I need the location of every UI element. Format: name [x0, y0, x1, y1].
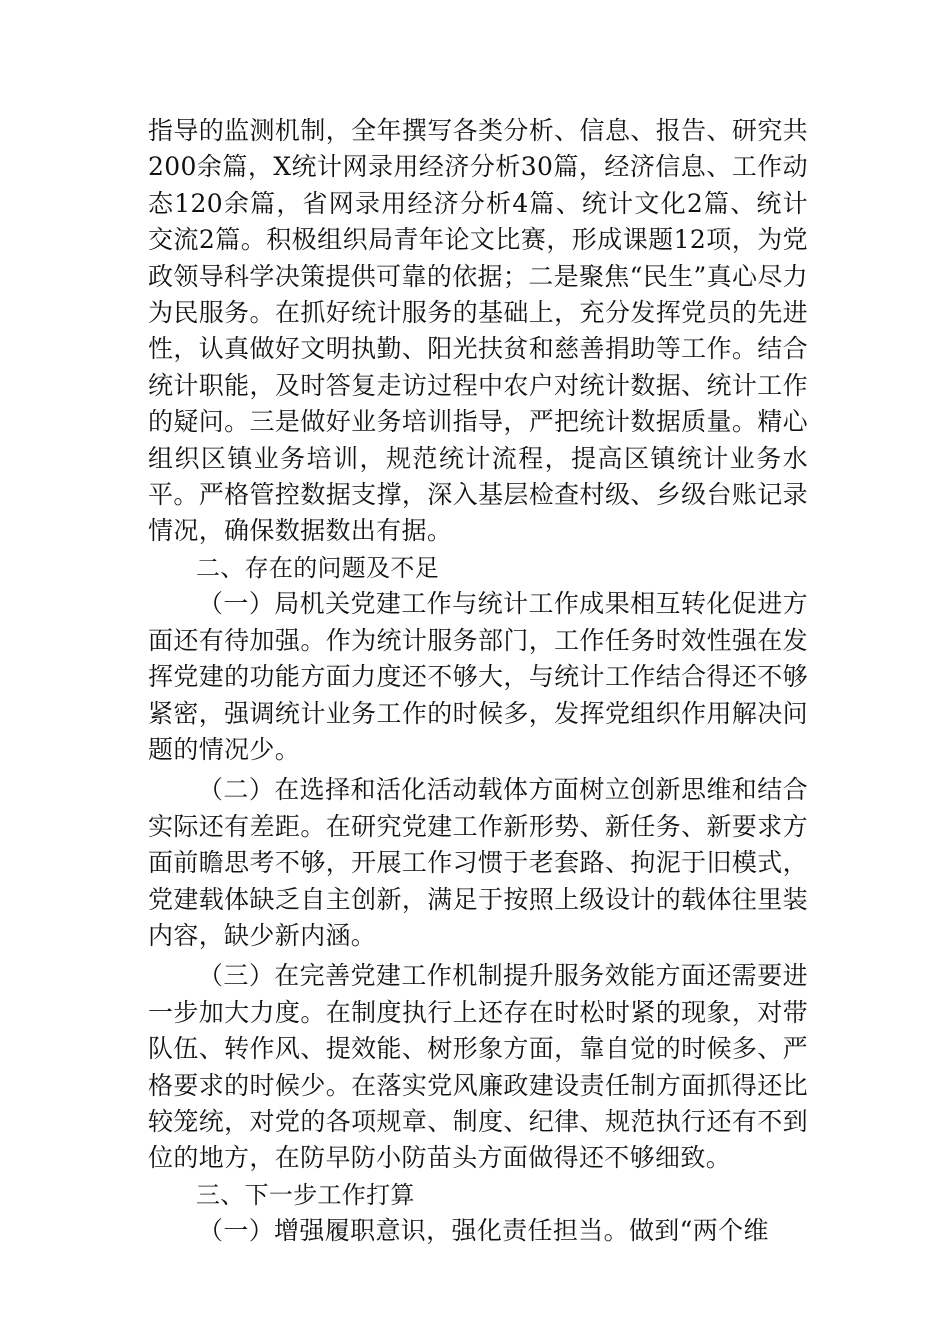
body-paragraph: （一）局机关党建工作与统计工作成果相互转化促进方面还有待加强。作为统计服务部门，工作任务时效性强在发挥党建的功能方面力度还不够大，与统计工作结合得还不够紧密，强调统计业务工作的时候多，发挥党组织作用解决问题的情况少。 — [148, 589, 808, 764]
body-paragraph: （一）增强履职意识，强化责任担当。做到“两个维 — [198, 1216, 769, 1246]
body-paragraph: （三）在完善党建工作机制提升服务效能方面还需要进一步加大力度。在制度执行上还存在时松时紧的现象，对带队伍、转作风、提效能、树形象方面，靠自觉的时候多、严格要求的时候少。在落实党风廉政建设责任制方面抓得还比较笼统，对党的各项规章、制度、纪律、规范执行还有不到位的地方，在防早防小防苗头方面做得还不够细致。 — [148, 961, 808, 1173]
document-body — [148, 113, 808, 1250]
section-heading: 三、下一步工作打算 — [196, 1180, 415, 1209]
section-heading: 二、存在的问题及不足 — [196, 553, 439, 582]
body-paragraph: （二）在选择和活化活动载体方面树立创新思维和结合实际还有差距。在研究党建工作新形势、新任务、新要求方面前瞻思考不够，开展工作习惯于老套路、拘泥于旧模式，党建载体缺乏自主创新，满足于按照上级设计的载体往里装内容，缺少新内涵。 — [148, 775, 808, 950]
body-paragraph: 指导的监测机制，全年撰写各类分析、信息、报告、研究共200余篇，X统计网录用经济分析30篇，经济信息、工作动态120余篇，省网录用经济分析4篇、统计文化2篇、统计交流2篇。积极组织局青年论文比赛，形成课题12项，为党政领导科学决策提供可靠的依据；二是聚焦“民生”真心尽力为民服务。在抓好统计服务的基础上，充分发挥党员的先进性，认真做好文明执勤、阳光扶贫和慈善捐助等工作。结合统计职能，及时答复走访过程中农户对统计数据、统计工作的疑问。三是做好业务培训指导，严把统计数据质量。精心组织区镇业务培训，规范统计流程，提高区镇统计业务水平。严格管控数据支撑，深入基层检查村级、乡级台账记录情况，确保数据数出有据。 — [148, 116, 809, 546]
